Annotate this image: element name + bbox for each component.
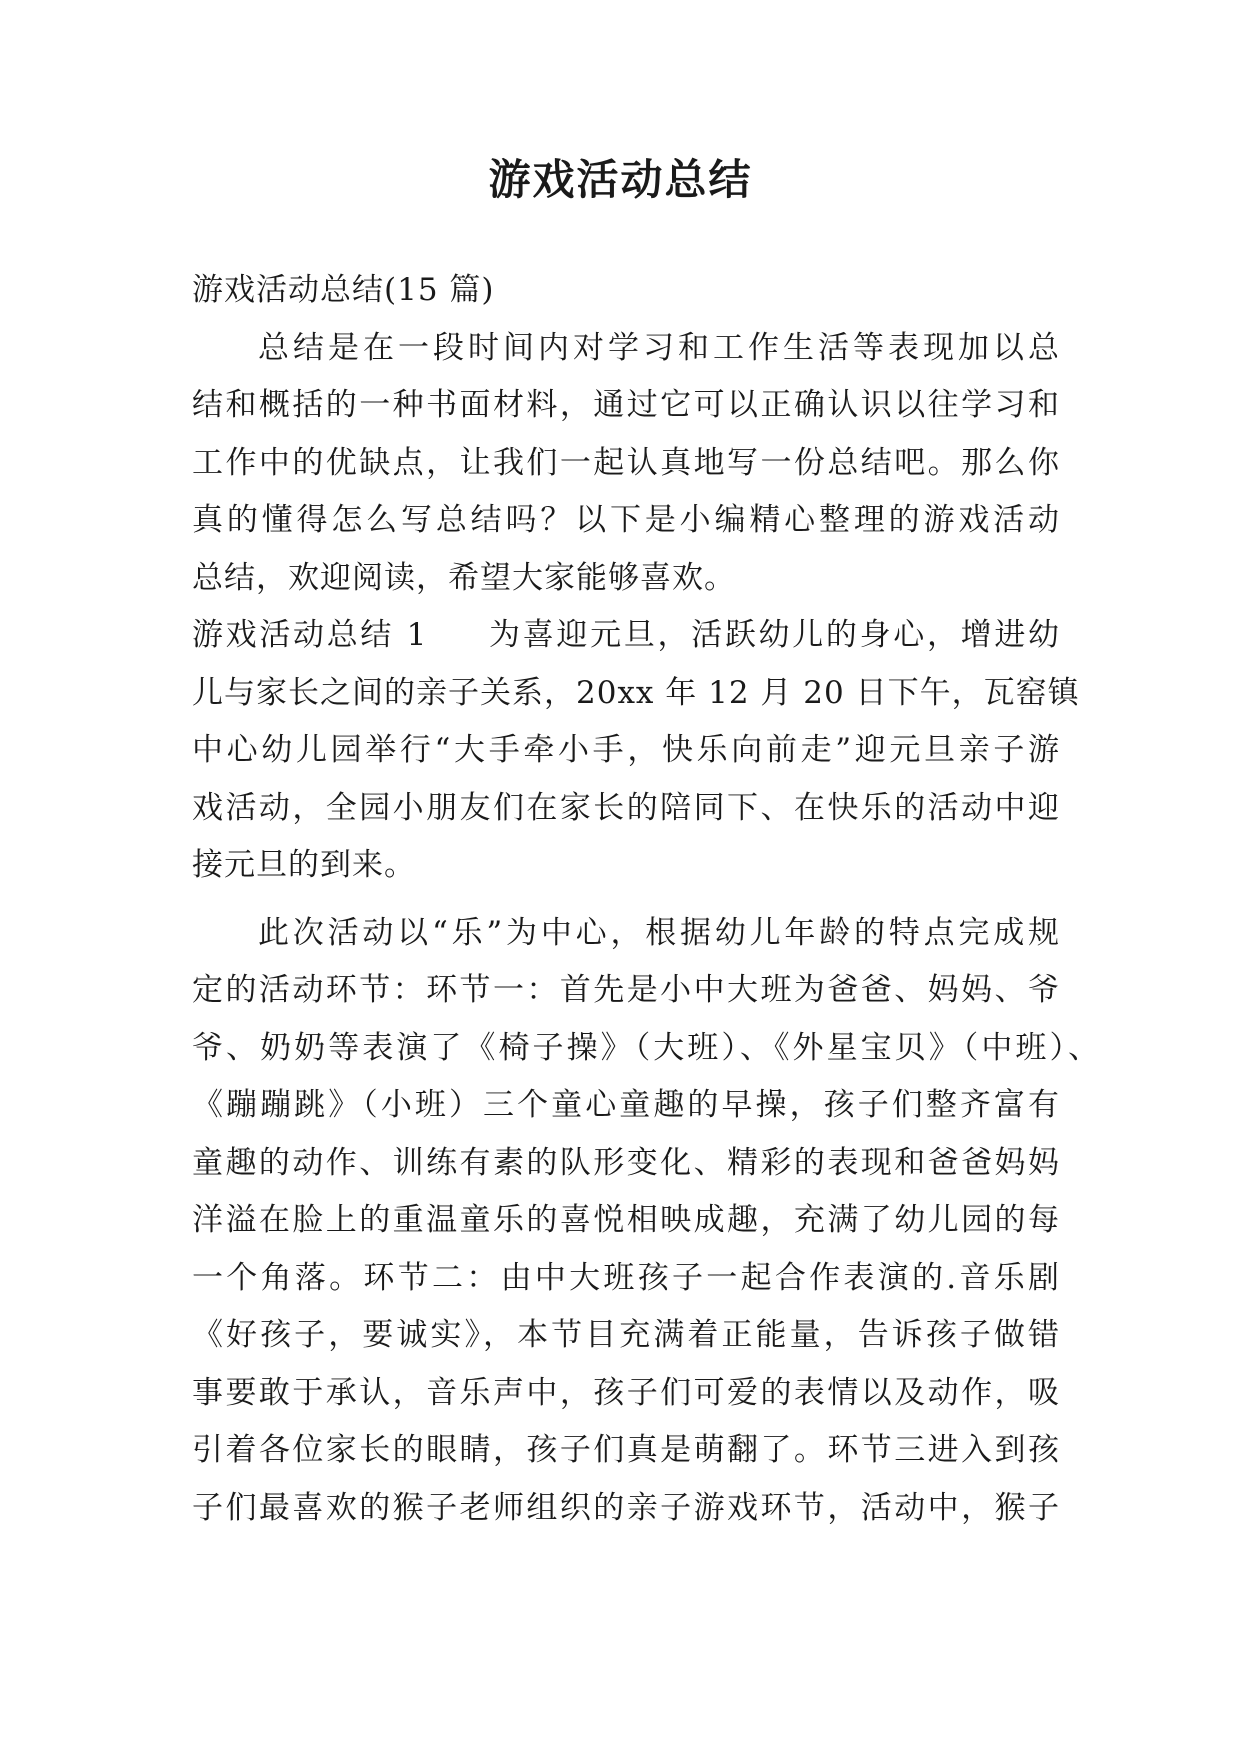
document-body (192, 262, 1100, 1537)
paragraph-line: 中心幼儿园举行“大手牵小手，快乐向前走”迎元旦亲子游 (192, 732, 1060, 768)
paragraph-line: 童趣的动作、训练有素的队形变化、精彩的表现和爸爸妈妈 (192, 1144, 1060, 1181)
paragraph-line: 戏活动，全园小朋友们在家长的陪同下、在快乐的活动中迎 (192, 789, 1060, 826)
paragraph-line: 结和概括的一种书面材料，通过它可以正确认识以往学习和 (192, 387, 1060, 423)
section-heading-line (192, 607, 1060, 665)
paragraph-line: 《蹦蹦跳》（小班）三个童心童趣的早操，孩子们整齐富有 (192, 1087, 1060, 1123)
paragraph-line: 爷、奶奶等表演了《椅子操》（大班）、《外星宝贝》（中班）、 (192, 1029, 1100, 1066)
paragraph-line: 洋溢在脸上的重温童乐的喜悦相映成趣，充满了幼儿园的每 (192, 1202, 1060, 1238)
section-heading: 游戏活动总结 1 (192, 617, 428, 653)
paragraph-line: 一个角落。环节二：由中大班孩子一起合作表演的.音乐剧 (192, 1259, 1060, 1296)
subtitle-line: 游戏活动总结(15 篇) (192, 272, 495, 308)
paragraph-line: 引着各位家长的眼睛，孩子们真是萌翻了。环节三进入到孩 (192, 1432, 1060, 1468)
paragraph-line: 事要敢于承认，音乐声中，孩子们可爱的表情以及动作，吸 (192, 1374, 1060, 1411)
paragraph-line: 此次活动以“乐”为中心，根据幼儿年龄的特点完成规 (258, 914, 1060, 951)
paragraph-line: 总结，欢迎阅读，希望大家能够喜欢。 (192, 559, 736, 596)
section-first-text: 为喜迎元旦，活跃幼儿的身心，增进幼 (487, 617, 1061, 653)
paragraph-line: 子们最喜欢的猴子老师组织的亲子游戏环节，活动中，猴子 (192, 1489, 1060, 1526)
paragraph-line: 《好孩子，要诚实》，本节目充满着正能量，告诉孩子做错 (192, 1317, 1060, 1353)
paragraph-line: 工作中的优缺点，让我们一起认真地写一份总结吧。那么你 (192, 444, 1060, 481)
paragraph-line: 接元旦的到来。 (192, 847, 416, 883)
paragraph-line: 真的懂得怎么写总结吗？以下是小编精心整理的游戏活动 (192, 502, 1060, 538)
document-title: 游戏活动总结 (488, 155, 753, 204)
paragraph-line: 总结是在一段时间内对学习和工作生活等表现加以总 (258, 329, 1060, 366)
paragraph-line: 儿与家长之间的亲子关系，20xx 年 12 月 20 日下午，瓦窑镇 (192, 674, 1080, 711)
paragraph-line: 定的活动环节：环节一：首先是小中大班为爸爸、妈妈、爷 (192, 972, 1060, 1008)
